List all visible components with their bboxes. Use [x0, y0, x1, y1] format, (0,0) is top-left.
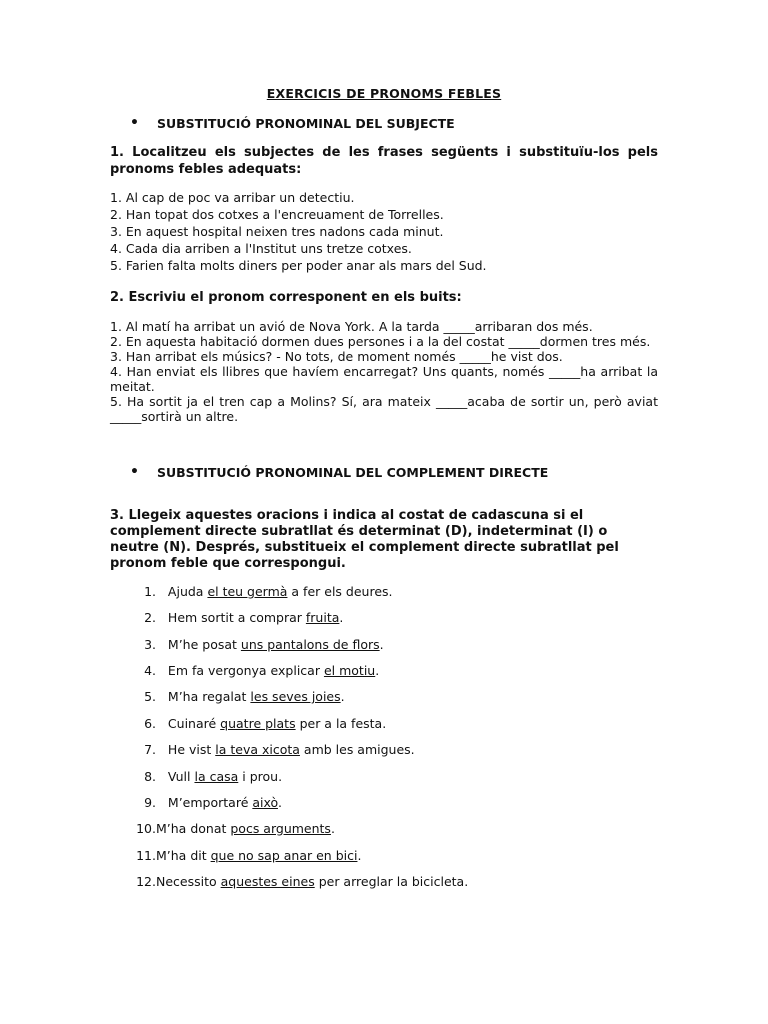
list-item: 2. Han topat dos cotxes a l'encreuament de Torrelles.: [110, 207, 444, 222]
underlined-phrase: aquestes eines: [220, 874, 315, 889]
underlined-phrase: fruita: [305, 610, 340, 625]
list-item: 7. He vist la teva xicota amb les amigues.: [144, 742, 415, 757]
list-item: 10.M’ha donat pocs arguments.: [136, 821, 335, 836]
list-item: 6. Cuinaré quatre plats per a la festa.: [144, 716, 387, 731]
list-item: 8. Vull la casa i prou.: [144, 769, 283, 784]
list-item: 12.Necessito aquestes eines per arreglar la bicicleta.: [136, 874, 469, 889]
question-1-instruction: 1. Localitzeu els subjectes de les frases següents i substituïu-los pels pronoms febles adequats:: [110, 145, 658, 177]
list-item: 3. Han arribat els músics? - No tots, de moment només _____he vist dos.: [110, 349, 563, 364]
list-item: 4. Em fa vergonya explicar el motiu.: [144, 663, 380, 678]
document-title: EXERCICIS DE PRONOMS FEBLES: [266, 86, 502, 101]
section-heading-text: SUBSTITUCIÓ PRONOMINAL DEL COMPLEMENT DIRECTE: [157, 465, 549, 480]
question-2-instruction: 2. Escriviu el pronom corresponent en els buits:: [110, 290, 462, 305]
list-item: 11.M’ha dit que no sap anar en bici.: [136, 848, 362, 863]
underlined-phrase: les seves joies: [250, 689, 341, 704]
list-item: 5. Ha sortit ja el tren cap a Molins? Sí, ara mateix _____acaba de sortir un, però aviat _____sortirà un altre.: [110, 394, 658, 424]
list-item: 4. Cada dia arriben a l'Institut uns tretze cotxes.: [110, 241, 412, 256]
underlined-phrase: pocs arguments: [230, 821, 331, 836]
underlined-phrase: quatre plats: [220, 716, 296, 731]
underlined-phrase: que no sap anar en bici: [210, 848, 358, 863]
underlined-phrase: això: [252, 795, 278, 810]
list-item: 3. En aquest hospital neixen tres nadons cada minut.: [110, 224, 444, 239]
list-item: 2. Hem sortit a comprar fruita.: [144, 610, 344, 625]
underlined-phrase: uns pantalons de flors: [240, 637, 380, 652]
list-item: 1. Al cap de poc va arribar un detectiu.: [110, 190, 355, 205]
question-3-instruction: 3. Llegeix aquestes oracions i indica al costat de cadascuna si el complement directe subratllat és determinat (D), indeterminat (I) o neutre (N). Després, substitueix el complement directe subratllat pel pronom feble que correspongui.: [110, 508, 619, 571]
underlined-phrase: la teva xicota: [215, 742, 300, 757]
question-2-list: [110, 319, 658, 424]
underlined-phrase: la casa: [194, 769, 239, 784]
underlined-phrase: el teu germà: [207, 584, 288, 599]
list-item: 2. En aquesta habitació dormen dues persones i a la del costat _____dormen tres més.: [110, 334, 651, 349]
list-item: 1. Al matí ha arribat un avió de Nova York. A la tarda _____arribaran dos més.: [110, 319, 593, 334]
list-item: 4. Han enviat els llibres que havíem encarregat? Uns quants, només _____ha arribat la meitat.: [110, 364, 658, 394]
bullet-icon: •: [130, 464, 139, 480]
section-heading-text: SUBSTITUCIÓ PRONOMINAL DEL SUBJECTE: [157, 116, 455, 131]
list-item: 3. M’he posat uns pantalons de flors.: [144, 637, 384, 652]
list-item: 5. M’ha regalat les seves joies.: [144, 689, 345, 704]
underlined-phrase: el motiu: [323, 663, 376, 678]
list-item: 1. Ajuda el teu germà a fer els deures.: [144, 584, 393, 599]
list-item: 9. M’emportaré això.: [144, 795, 282, 810]
question-1-list: [110, 189, 658, 274]
bullet-icon: •: [130, 115, 139, 131]
list-item: 5. Farien falta molts diners per poder anar als mars del Sud.: [110, 258, 487, 273]
